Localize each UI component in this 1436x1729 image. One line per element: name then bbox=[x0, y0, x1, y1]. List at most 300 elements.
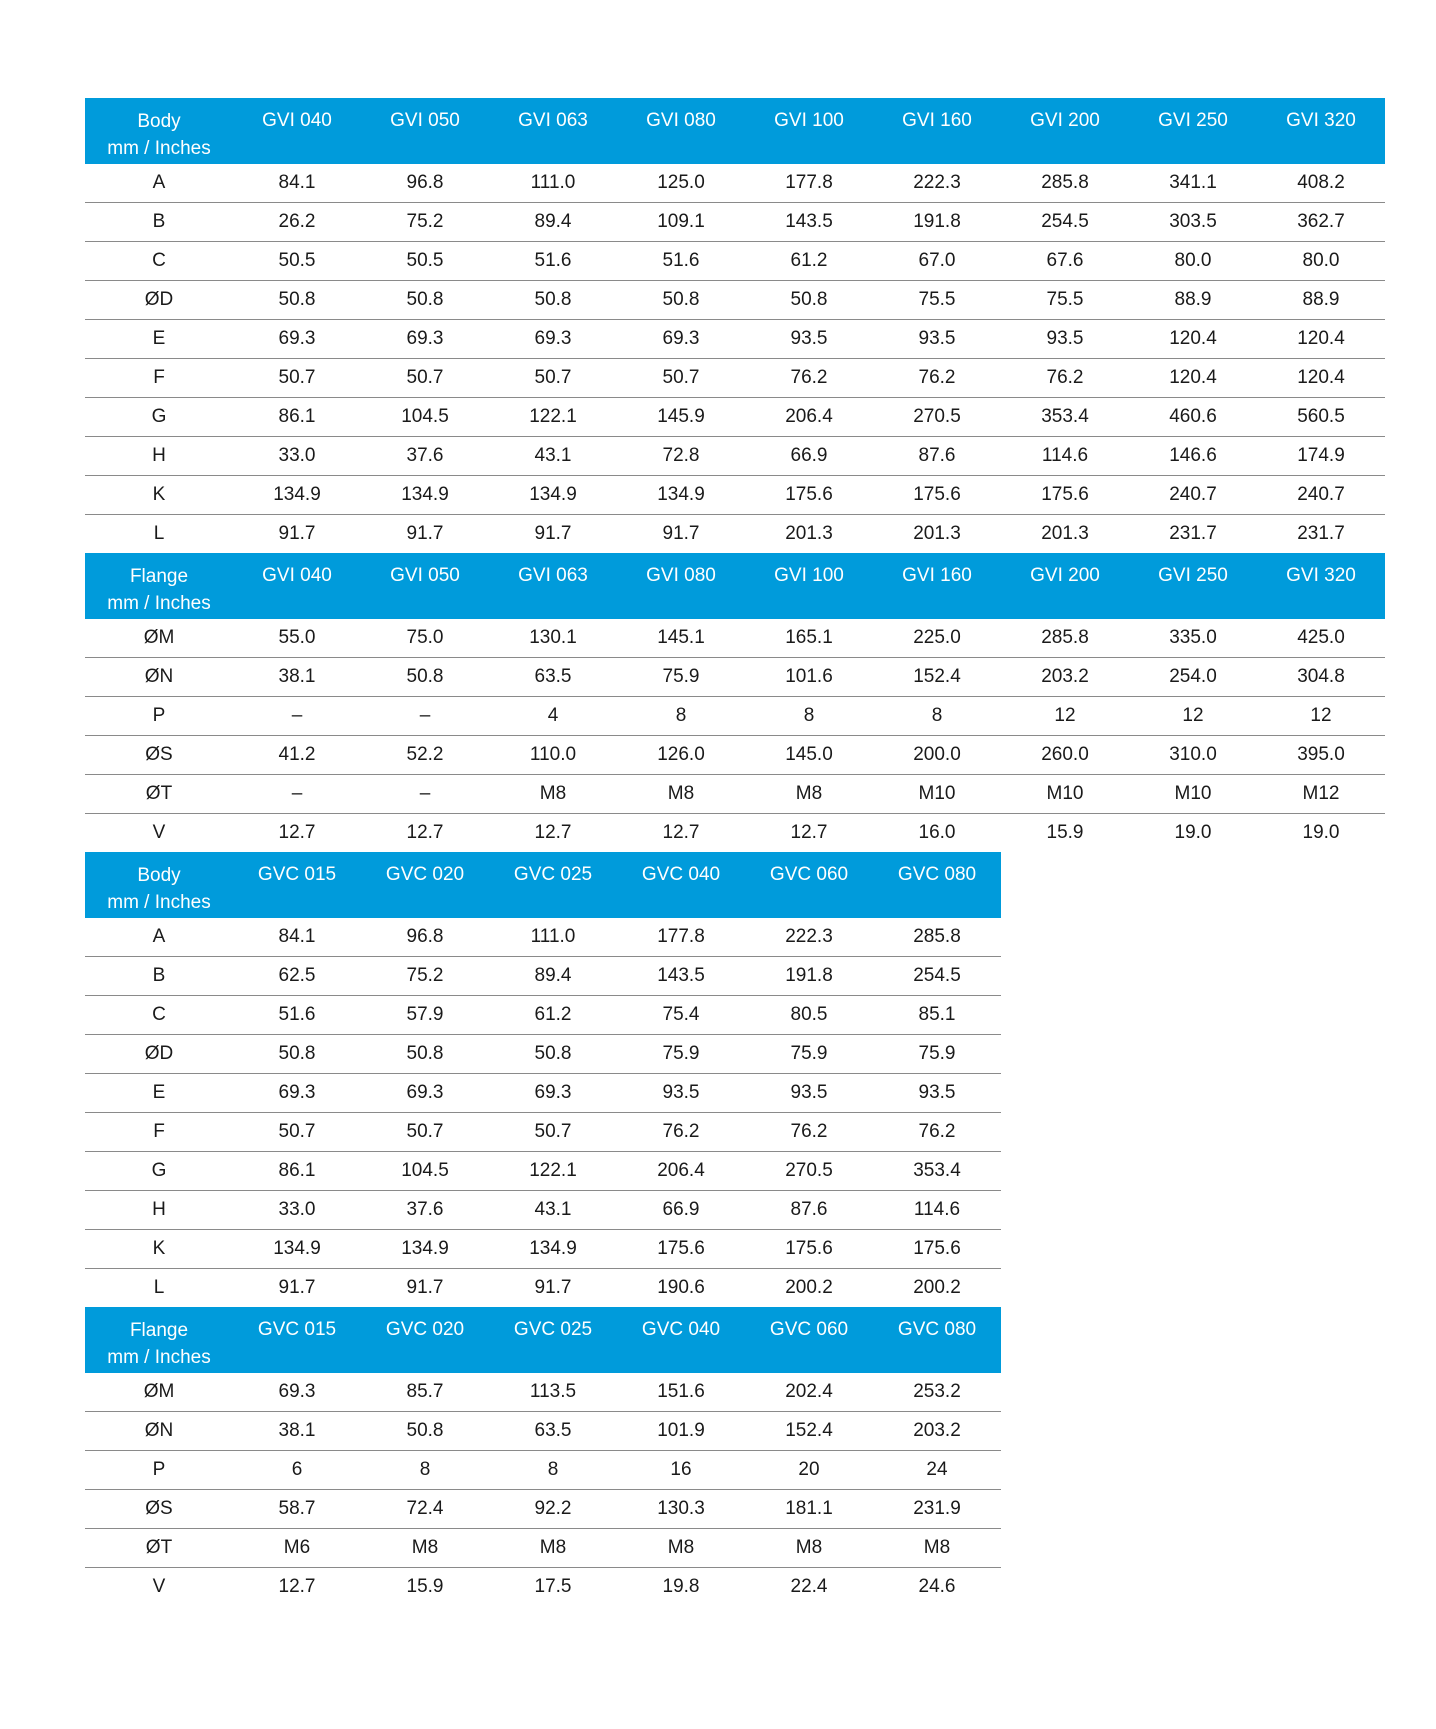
table-cell: 66.9 bbox=[745, 437, 873, 476]
table-cell: 201.3 bbox=[913, 523, 961, 544]
table-cell: 20 bbox=[745, 1451, 873, 1490]
table-cell: 50.7 bbox=[233, 1113, 361, 1152]
table-cell: 91.7 bbox=[534, 1277, 572, 1298]
table-cell: 12.7 bbox=[406, 822, 444, 843]
table-cell: 69.3 bbox=[233, 1373, 361, 1412]
table-row bbox=[85, 1373, 1001, 1412]
table-body bbox=[85, 918, 1001, 1307]
table-cell: 69.3 bbox=[489, 320, 617, 359]
table-header-row bbox=[85, 852, 1001, 918]
table-cell: 134.9 bbox=[361, 476, 489, 515]
table-cell: M8 bbox=[873, 1529, 1001, 1568]
table-cell: 85.7 bbox=[361, 1373, 489, 1412]
model-header: GVC 040 bbox=[617, 1307, 745, 1373]
table-row bbox=[85, 1074, 1001, 1113]
row-label: K bbox=[85, 476, 233, 515]
table-cell: 12.7 bbox=[790, 822, 828, 843]
table-cell: 240.7 bbox=[1129, 476, 1257, 515]
table-cell: – bbox=[233, 697, 361, 736]
table-cell: 76.2 bbox=[617, 1113, 745, 1152]
table-cell: 67.0 bbox=[873, 242, 1001, 281]
table-cell: 303.5 bbox=[1129, 203, 1257, 242]
table-row bbox=[85, 164, 1385, 203]
table-cell: 175.6 bbox=[617, 1230, 745, 1269]
table-cell: 55.0 bbox=[233, 619, 361, 658]
table-cell: 191.8 bbox=[873, 203, 1001, 242]
table-cell: 341.1 bbox=[1129, 164, 1257, 203]
table-cell: 120.4 bbox=[1129, 359, 1257, 398]
table-cell: 76.2 bbox=[745, 1113, 873, 1152]
table-cell: 50.7 bbox=[233, 359, 361, 398]
table-cell: 15.9 bbox=[406, 1576, 444, 1597]
table-cell: 22.4 bbox=[790, 1576, 828, 1597]
table-cell: 270.5 bbox=[873, 398, 1001, 437]
table-cell: 93.5 bbox=[1001, 320, 1129, 359]
table-cell: 191.8 bbox=[745, 957, 873, 996]
table-cell: 93.5 bbox=[873, 320, 1001, 359]
table-cell: – bbox=[233, 775, 361, 814]
table-cell: 51.6 bbox=[233, 996, 361, 1035]
header-label bbox=[85, 553, 233, 619]
table-cell: 231.7 bbox=[1169, 523, 1217, 544]
gvi-flange-table bbox=[85, 553, 1385, 852]
table-cell: 80.0 bbox=[1129, 242, 1257, 281]
table-row bbox=[85, 1568, 1001, 1607]
row-label: G bbox=[85, 398, 233, 437]
table-cell: 67.6 bbox=[1001, 242, 1129, 281]
table-cell: 285.8 bbox=[1001, 619, 1129, 658]
row-label: B bbox=[85, 203, 233, 242]
table-row bbox=[85, 398, 1385, 437]
table-cell: 50.8 bbox=[617, 281, 745, 320]
table-cell: 89.4 bbox=[489, 957, 617, 996]
table-row bbox=[85, 1451, 1001, 1490]
model-header: GVC 015 bbox=[233, 852, 361, 918]
row-label: ØN bbox=[85, 658, 233, 697]
table-cell: 120.4 bbox=[1129, 320, 1257, 359]
model-header: GVI 040 bbox=[233, 553, 361, 619]
table-cell: M8 bbox=[617, 775, 745, 814]
table-cell: 96.8 bbox=[361, 918, 489, 957]
table-cell: 63.5 bbox=[489, 1412, 617, 1451]
table-cell: M8 bbox=[745, 775, 873, 814]
gvc-flange-table bbox=[85, 1307, 1001, 1606]
table-cell: 362.7 bbox=[1257, 203, 1385, 242]
table-cell: 200.2 bbox=[913, 1277, 961, 1298]
model-header: GVC 025 bbox=[489, 1307, 617, 1373]
model-header: GVI 050 bbox=[361, 553, 489, 619]
table-cell: 62.5 bbox=[233, 957, 361, 996]
row-label: L bbox=[153, 1277, 165, 1298]
row-label: ØN bbox=[85, 1412, 233, 1451]
table-row bbox=[85, 281, 1385, 320]
table-cell: 146.6 bbox=[1129, 437, 1257, 476]
table-cell: 560.5 bbox=[1257, 398, 1385, 437]
header-label bbox=[85, 852, 233, 918]
table-row bbox=[85, 697, 1385, 736]
table-cell: 50.8 bbox=[233, 1035, 361, 1074]
table-header-row bbox=[85, 1307, 1001, 1373]
table-cell: 201.3 bbox=[1041, 523, 1089, 544]
table-cell: 69.3 bbox=[489, 1074, 617, 1113]
table-cell: 19.0 bbox=[1302, 822, 1340, 843]
table-cell: 145.9 bbox=[617, 398, 745, 437]
table-cell: 72.4 bbox=[361, 1490, 489, 1529]
table-cell: 76.2 bbox=[873, 1113, 1001, 1152]
table-cell: 12 bbox=[1129, 697, 1257, 736]
header-label-line2: mm / Inches bbox=[107, 1347, 211, 1368]
table-cell: 285.8 bbox=[873, 918, 1001, 957]
table-cell: 111.0 bbox=[489, 164, 617, 203]
table-cell: 50.8 bbox=[361, 658, 489, 697]
table-cell: 19.0 bbox=[1174, 822, 1212, 843]
row-label: K bbox=[85, 1230, 233, 1269]
table-cell: 91.7 bbox=[278, 523, 316, 544]
model-header: GVC 080 bbox=[873, 1307, 1001, 1373]
table-cell: M12 bbox=[1257, 775, 1385, 814]
model-header: GVI 040 bbox=[233, 98, 361, 164]
table-cell: 50.8 bbox=[361, 281, 489, 320]
table-cell: 80.0 bbox=[1257, 242, 1385, 281]
table-cell: – bbox=[361, 775, 489, 814]
model-header: GVC 015 bbox=[233, 1307, 361, 1373]
table-cell: 202.4 bbox=[745, 1373, 873, 1412]
table-body bbox=[85, 164, 1385, 553]
table-cell: 353.4 bbox=[873, 1152, 1001, 1191]
table-row bbox=[85, 437, 1385, 476]
table-cell: 75.5 bbox=[873, 281, 1001, 320]
table-cell: 86.1 bbox=[233, 398, 361, 437]
table-cell: 84.1 bbox=[233, 164, 361, 203]
table-cell: 24.6 bbox=[918, 1576, 956, 1597]
table-cell: 134.9 bbox=[617, 476, 745, 515]
table-cell: 52.2 bbox=[361, 736, 489, 775]
table-cell: 110.0 bbox=[489, 736, 617, 775]
gvc-body-table bbox=[85, 852, 1001, 1307]
table-cell: 122.1 bbox=[489, 1152, 617, 1191]
table-cell: 33.0 bbox=[233, 437, 361, 476]
table-cell: 190.6 bbox=[657, 1277, 705, 1298]
table-body bbox=[85, 619, 1385, 852]
table-cell: 85.1 bbox=[873, 996, 1001, 1035]
table-cell: 254.0 bbox=[1129, 658, 1257, 697]
table-cell: 134.9 bbox=[233, 1230, 361, 1269]
table-cell: 203.2 bbox=[873, 1412, 1001, 1451]
table-cell: 91.7 bbox=[406, 1277, 444, 1298]
table-cell: 353.4 bbox=[1001, 398, 1129, 437]
table-cell: 26.2 bbox=[233, 203, 361, 242]
table-cell: 76.2 bbox=[873, 359, 1001, 398]
table-cell: 75.0 bbox=[361, 619, 489, 658]
row-label: L bbox=[153, 523, 165, 544]
model-header: GVI 063 bbox=[489, 553, 617, 619]
row-label: B bbox=[85, 957, 233, 996]
table-cell: 91.7 bbox=[278, 1277, 316, 1298]
table-cell: 91.7 bbox=[534, 523, 572, 544]
table-cell: 38.1 bbox=[233, 658, 361, 697]
table-cell: 33.0 bbox=[233, 1191, 361, 1230]
table-cell: 58.7 bbox=[233, 1490, 361, 1529]
table-cell: 15.9 bbox=[1046, 822, 1084, 843]
row-label: C bbox=[85, 242, 233, 281]
table-cell: 8 bbox=[873, 697, 1001, 736]
table-row bbox=[85, 996, 1001, 1035]
row-label: A bbox=[85, 918, 233, 957]
table-cell: 101.6 bbox=[745, 658, 873, 697]
table-cell: 408.2 bbox=[1257, 164, 1385, 203]
table-cell: 181.1 bbox=[745, 1490, 873, 1529]
table-cell: 87.6 bbox=[873, 437, 1001, 476]
table-cell: 66.9 bbox=[617, 1191, 745, 1230]
table-cell: 134.9 bbox=[361, 1230, 489, 1269]
table-cell: 50.7 bbox=[361, 359, 489, 398]
table-cell: M8 bbox=[489, 1529, 617, 1568]
table-cell: 37.6 bbox=[361, 1191, 489, 1230]
table-cell: 101.9 bbox=[617, 1412, 745, 1451]
table-cell: 222.3 bbox=[745, 918, 873, 957]
table-cell: 75.9 bbox=[873, 1035, 1001, 1074]
table-cell: 91.7 bbox=[406, 523, 444, 544]
table-cell: 8 bbox=[745, 697, 873, 736]
table-cell: 177.8 bbox=[745, 164, 873, 203]
table-cell: 75.5 bbox=[1001, 281, 1129, 320]
row-label: E bbox=[85, 1074, 233, 1113]
table-cell: M8 bbox=[489, 775, 617, 814]
table-cell: 72.8 bbox=[617, 437, 745, 476]
table-row bbox=[85, 658, 1385, 697]
table-row bbox=[85, 1269, 1001, 1308]
table-cell: 254.5 bbox=[873, 957, 1001, 996]
table-cell: 50.7 bbox=[489, 1113, 617, 1152]
table-cell: 24 bbox=[873, 1451, 1001, 1490]
table-cell: 50.7 bbox=[489, 359, 617, 398]
table-row bbox=[85, 359, 1385, 398]
model-header: GVC 020 bbox=[361, 852, 489, 918]
row-label: P bbox=[85, 1451, 233, 1490]
table-cell: 75.4 bbox=[617, 996, 745, 1035]
row-label: ØS bbox=[85, 1490, 233, 1529]
table-cell: 200.0 bbox=[873, 736, 1001, 775]
table-cell: 96.8 bbox=[361, 164, 489, 203]
table-cell: 19.8 bbox=[662, 1576, 700, 1597]
row-label: V bbox=[152, 822, 166, 843]
table-cell: 86.1 bbox=[233, 1152, 361, 1191]
table-cell: 87.6 bbox=[745, 1191, 873, 1230]
table-row bbox=[85, 242, 1385, 281]
table-cell: 203.2 bbox=[1001, 658, 1129, 697]
table-cell: 240.7 bbox=[1257, 476, 1385, 515]
table-cell: 335.0 bbox=[1129, 619, 1257, 658]
table-cell: 76.2 bbox=[745, 359, 873, 398]
table-cell: 41.2 bbox=[233, 736, 361, 775]
table-cell: 57.9 bbox=[361, 996, 489, 1035]
model-header: GVI 063 bbox=[489, 98, 617, 164]
table-cell: 93.5 bbox=[745, 1074, 873, 1113]
row-label: ØS bbox=[85, 736, 233, 775]
table-row bbox=[85, 1230, 1001, 1269]
table-cell: 12.7 bbox=[278, 1576, 316, 1597]
table-cell: 88.9 bbox=[1257, 281, 1385, 320]
table-cell: – bbox=[361, 697, 489, 736]
table-cell: 254.5 bbox=[1001, 203, 1129, 242]
model-header: GVC 060 bbox=[745, 852, 873, 918]
table-row bbox=[85, 918, 1001, 957]
table-cell: 460.6 bbox=[1129, 398, 1257, 437]
model-header: GVI 050 bbox=[361, 98, 489, 164]
table-cell: 175.6 bbox=[873, 476, 1001, 515]
table-header-row bbox=[85, 553, 1385, 619]
table-cell: 206.4 bbox=[617, 1152, 745, 1191]
table-cell: 4 bbox=[489, 697, 617, 736]
table-cell: 88.9 bbox=[1129, 281, 1257, 320]
row-label: V bbox=[152, 1576, 166, 1597]
table-cell: 134.9 bbox=[233, 476, 361, 515]
row-label: C bbox=[85, 996, 233, 1035]
row-label: ØT bbox=[85, 1529, 233, 1568]
model-header: GVI 200 bbox=[1001, 553, 1129, 619]
table-row bbox=[85, 814, 1385, 853]
table-cell: 63.5 bbox=[489, 658, 617, 697]
table-row bbox=[85, 320, 1385, 359]
model-header: GVI 080 bbox=[617, 98, 745, 164]
table-cell: 89.4 bbox=[489, 203, 617, 242]
table-cell: 50.7 bbox=[617, 359, 745, 398]
row-label: G bbox=[85, 1152, 233, 1191]
table-cell: 174.9 bbox=[1257, 437, 1385, 476]
row-label: ØD bbox=[85, 281, 233, 320]
table-cell: 395.0 bbox=[1257, 736, 1385, 775]
model-header: GVI 320 bbox=[1257, 553, 1385, 619]
table-cell: 134.9 bbox=[489, 1230, 617, 1269]
row-label: P bbox=[85, 697, 233, 736]
table-cell: 175.6 bbox=[873, 1230, 1001, 1269]
table-cell: 69.3 bbox=[233, 320, 361, 359]
model-header: GVI 320 bbox=[1257, 98, 1385, 164]
table-cell: 109.1 bbox=[617, 203, 745, 242]
row-label: A bbox=[85, 164, 233, 203]
table-cell: 175.6 bbox=[745, 1230, 873, 1269]
header-label-line2: mm / Inches bbox=[107, 593, 211, 614]
table-cell: 69.3 bbox=[361, 1074, 489, 1113]
table-cell: 143.5 bbox=[617, 957, 745, 996]
table-cell: 93.5 bbox=[873, 1074, 1001, 1113]
model-header: GVI 100 bbox=[745, 98, 873, 164]
table-cell: 206.4 bbox=[745, 398, 873, 437]
table-cell: 253.2 bbox=[873, 1373, 1001, 1412]
table-row bbox=[85, 1490, 1001, 1529]
table-cell: 75.9 bbox=[617, 658, 745, 697]
table-cell: 91.7 bbox=[662, 523, 700, 544]
table-cell: 37.6 bbox=[361, 437, 489, 476]
table-cell: 145.1 bbox=[617, 619, 745, 658]
table-cell: 12 bbox=[1257, 697, 1385, 736]
table-cell: M8 bbox=[361, 1529, 489, 1568]
row-label: ØT bbox=[85, 775, 233, 814]
table-row bbox=[85, 1529, 1001, 1568]
table-cell: 80.5 bbox=[745, 996, 873, 1035]
table-cell: 201.3 bbox=[785, 523, 833, 544]
table-cell: M8 bbox=[745, 1529, 873, 1568]
table-cell: 304.8 bbox=[1257, 658, 1385, 697]
table-cell: 113.5 bbox=[489, 1373, 617, 1412]
table-cell: M8 bbox=[617, 1529, 745, 1568]
table-cell: 16 bbox=[617, 1451, 745, 1490]
table-cell: 50.7 bbox=[361, 1113, 489, 1152]
table-cell: 75.9 bbox=[745, 1035, 873, 1074]
table-cell: 69.3 bbox=[617, 320, 745, 359]
table-cell: 225.0 bbox=[873, 619, 1001, 658]
table-cell: 120.4 bbox=[1257, 359, 1385, 398]
table-row bbox=[85, 775, 1385, 814]
table-cell: 12 bbox=[1001, 697, 1129, 736]
table-cell: 50.8 bbox=[361, 1035, 489, 1074]
table-cell: 104.5 bbox=[361, 1152, 489, 1191]
table-cell: 8 bbox=[489, 1451, 617, 1490]
table-cell: 43.1 bbox=[489, 437, 617, 476]
table-cell: 104.5 bbox=[361, 398, 489, 437]
table-cell: 175.6 bbox=[1001, 476, 1129, 515]
table-cell: 270.5 bbox=[745, 1152, 873, 1191]
table-cell: 310.0 bbox=[1129, 736, 1257, 775]
row-label: E bbox=[85, 320, 233, 359]
table-cell: 61.2 bbox=[489, 996, 617, 1035]
table-cell: 111.0 bbox=[489, 918, 617, 957]
table-cell: 200.2 bbox=[785, 1277, 833, 1298]
table-cell: 50.5 bbox=[361, 242, 489, 281]
spec-sheet bbox=[85, 98, 1385, 1606]
table-cell: 6 bbox=[233, 1451, 361, 1490]
table-body bbox=[85, 1373, 1001, 1606]
table-cell: 130.3 bbox=[617, 1490, 745, 1529]
table-cell: 50.8 bbox=[361, 1412, 489, 1451]
gvi-body-table bbox=[85, 98, 1385, 553]
table-cell: 122.1 bbox=[489, 398, 617, 437]
table-cell: 50.5 bbox=[233, 242, 361, 281]
table-cell: 38.1 bbox=[233, 1412, 361, 1451]
header-label bbox=[85, 98, 233, 164]
model-header: GVC 040 bbox=[617, 852, 745, 918]
table-cell: 134.9 bbox=[489, 476, 617, 515]
table-cell: 16.0 bbox=[918, 822, 956, 843]
table-cell: 231.9 bbox=[873, 1490, 1001, 1529]
table-cell: 61.2 bbox=[745, 242, 873, 281]
table-cell: 165.1 bbox=[745, 619, 873, 658]
table-cell: 43.1 bbox=[489, 1191, 617, 1230]
table-cell: 126.0 bbox=[617, 736, 745, 775]
row-label: F bbox=[85, 1113, 233, 1152]
table-cell: 231.7 bbox=[1297, 523, 1345, 544]
table-cell: 92.2 bbox=[489, 1490, 617, 1529]
header-label-line2: mm / Inches bbox=[107, 138, 211, 159]
table-cell: 69.3 bbox=[361, 320, 489, 359]
table-cell: 177.8 bbox=[617, 918, 745, 957]
table-cell: 152.4 bbox=[873, 658, 1001, 697]
table-cell: 425.0 bbox=[1257, 619, 1385, 658]
table-cell: 143.5 bbox=[745, 203, 873, 242]
table-cell: 17.5 bbox=[534, 1576, 572, 1597]
table-cell: 75.2 bbox=[361, 203, 489, 242]
row-label: ØD bbox=[85, 1035, 233, 1074]
model-header: GVC 080 bbox=[873, 852, 1001, 918]
table-row bbox=[85, 203, 1385, 242]
model-header: GVI 200 bbox=[1001, 98, 1129, 164]
table-cell: 93.5 bbox=[745, 320, 873, 359]
table-cell: 69.3 bbox=[233, 1074, 361, 1113]
table-row bbox=[85, 476, 1385, 515]
table-row bbox=[85, 515, 1385, 554]
table-cell: 93.5 bbox=[617, 1074, 745, 1113]
table-cell: 8 bbox=[617, 697, 745, 736]
